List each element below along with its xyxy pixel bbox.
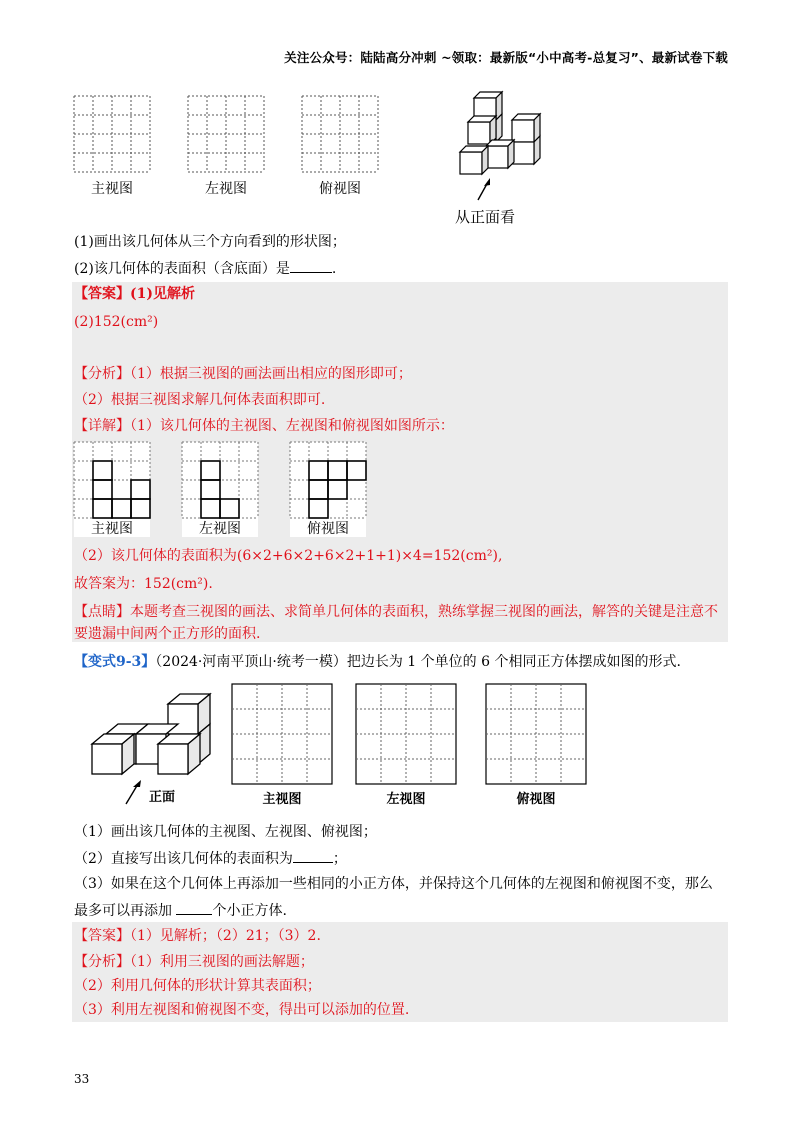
empty-grid-q2-front bbox=[232, 684, 332, 784]
q2-tag: 【变式9-3】 bbox=[74, 654, 156, 670]
a1-label-left: 左视图 bbox=[199, 521, 241, 537]
fig1-label-front: 主视图 bbox=[91, 181, 133, 197]
empty-grid-front bbox=[74, 96, 150, 172]
a1-conclusion: 故答案为：152(cm²). bbox=[74, 576, 213, 592]
a1-calc: （2）该几何体的表面积为(6×2+6×2+6×2+1+1)×4=152(cm²), bbox=[74, 548, 503, 564]
a1-analysis1: 【分析】（1）根据三视图的画法画出相应的图形即可； bbox=[74, 366, 412, 382]
answer-blank bbox=[293, 848, 333, 863]
fig1-label-left: 左视图 bbox=[205, 181, 247, 197]
empty-grid-q2-top bbox=[486, 684, 586, 784]
q2-part1: （1）画出该几何体的主视图、左视图、俯视图； bbox=[74, 824, 377, 840]
a2-analysis3: （3）利用左视图和俯视图不变，得出可以添加的位置. bbox=[74, 1002, 410, 1018]
front-label: 正面 bbox=[148, 790, 175, 805]
a2-analysis2: （2）利用几何体的形状计算其表面积； bbox=[74, 978, 321, 994]
q1-part1: (1)画出该几何体从三个方向看到的形状图； bbox=[74, 234, 346, 250]
a1-detail: 【详解】（1）该几何体的主视图、左视图和俯视图如图所示： bbox=[74, 418, 454, 434]
q2-part3: （3）如果在这个几何体上再添加一些相同的小正方体，并保持这个几何体的左视图和俯视图不变，那么 bbox=[74, 876, 713, 892]
answer-blank bbox=[290, 258, 332, 273]
q1-part2: (2)该几何体的表面积（含底面）是 . bbox=[74, 258, 336, 279]
a1-label-front: 主视图 bbox=[91, 521, 133, 537]
a1-comment1: 【点睛】本题考查三视图的画法、求简单几何体的表面积，熟练掌握三视图的画法，解答的关键是注意不 bbox=[74, 604, 718, 620]
empty-grid-top bbox=[302, 96, 378, 172]
empty-grid-left bbox=[188, 96, 264, 172]
a2-analysis1: 【分析】（1）利用三视图的画法解题； bbox=[74, 954, 314, 970]
a1-label-top: 俯视图 bbox=[307, 521, 349, 537]
q2-label-top: 俯视图 bbox=[516, 792, 556, 807]
empty-grid-q2-left bbox=[356, 684, 456, 784]
a1-answer: 【答案】(1)见解析 bbox=[74, 286, 195, 302]
cube-stack-figure bbox=[450, 92, 550, 202]
page-header: 关注公众号：陆陆高分冲刺 ~领取：最新版“小中高考-总复习”、最新试卷下载 bbox=[284, 50, 728, 65]
a1-analysis2: （2）根据三视图求解几何体表面积即可. bbox=[74, 392, 326, 408]
q2-label-left: 左视图 bbox=[386, 792, 426, 807]
page-number: 33 bbox=[74, 1072, 90, 1086]
answer-blank bbox=[176, 900, 212, 915]
q2-label-front: 主视图 bbox=[262, 792, 302, 807]
fig1-arrow-label: 从正面看 bbox=[454, 208, 515, 226]
q2-part3b: 最多可以再添加 个小正方体. bbox=[74, 900, 287, 921]
fig1-label-top: 俯视图 bbox=[319, 181, 361, 197]
a1-comment2: 要遗漏中间两个正方形的面积. bbox=[74, 626, 261, 642]
a1-answer2: (2)152(cm²) bbox=[74, 314, 159, 330]
a2-answer: 【答案】（1）见解析；（2）21；（3）2. bbox=[74, 928, 321, 944]
q2-part2: （2）直接写出该几何体的表面积为 ； bbox=[74, 848, 347, 869]
q2-intro-line: 【变式9-3】（2024·河南平顶山·统考一模）把边长为 1 个单位的 6 个相同正方体摆成如图的形式. bbox=[74, 654, 681, 670]
